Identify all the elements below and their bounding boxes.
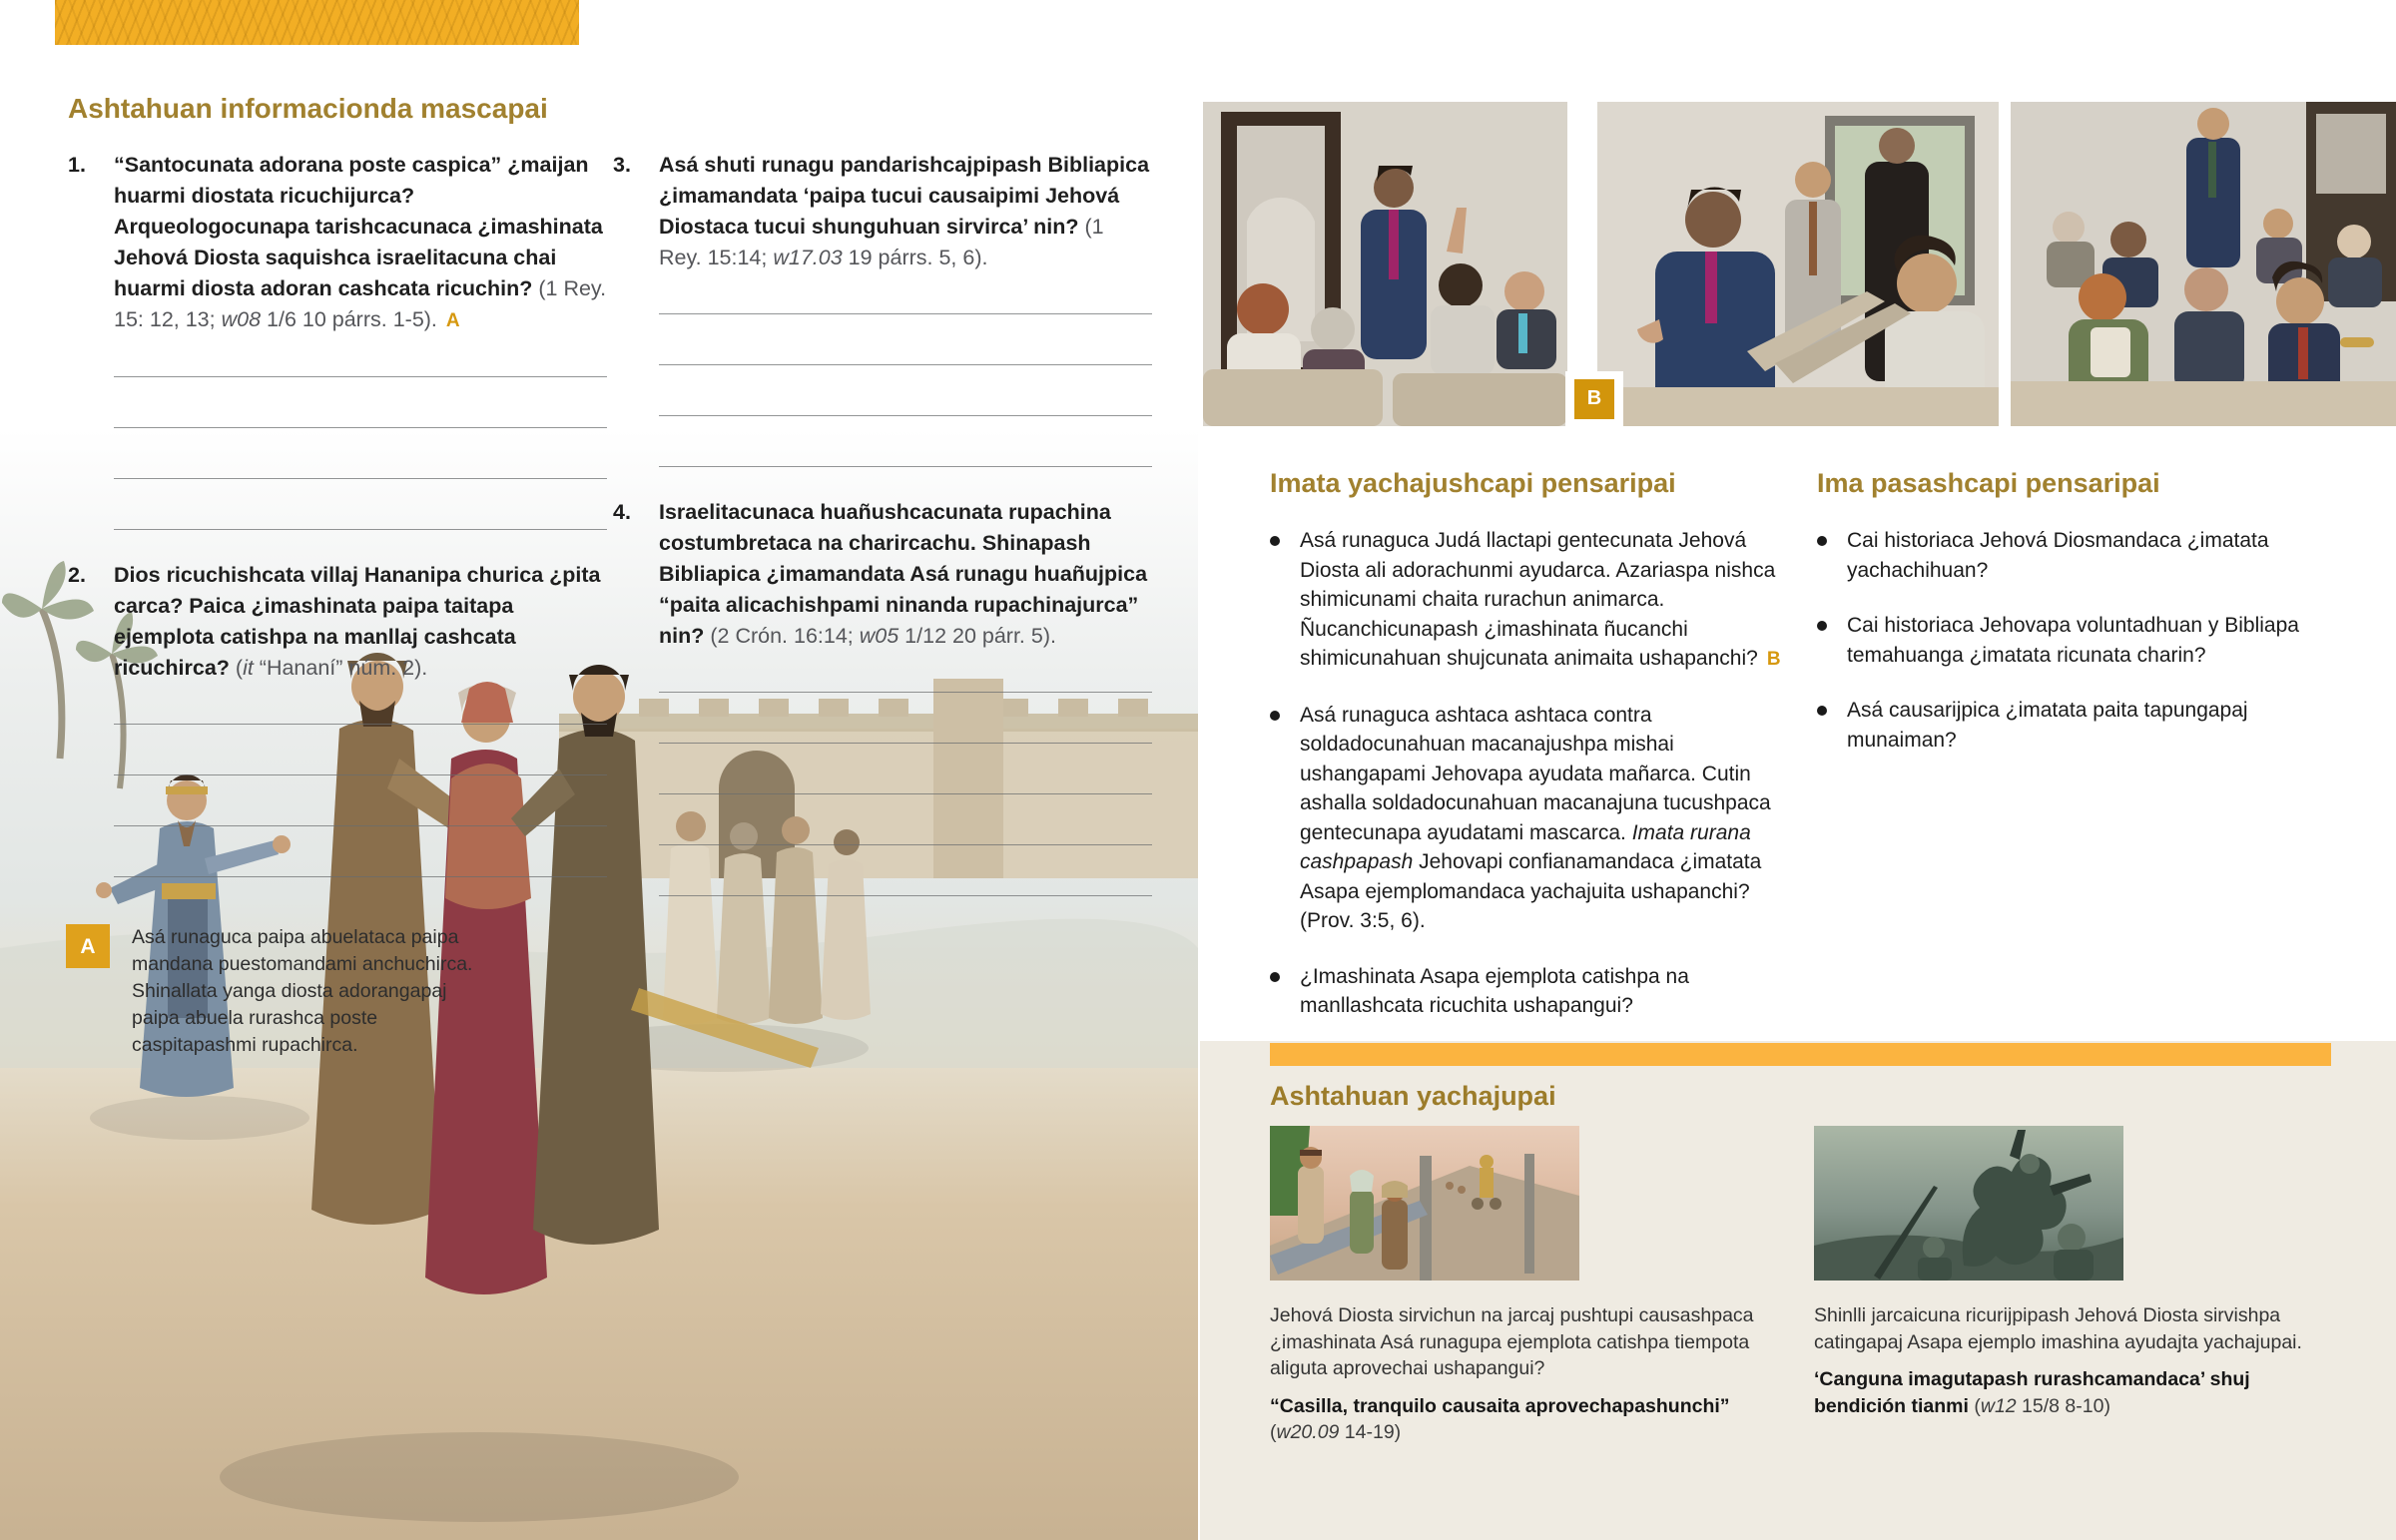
- footnote-a-badge: A: [66, 924, 110, 968]
- question-1-number: 1.: [68, 153, 86, 177]
- meeting-photo-2: [1597, 102, 1999, 426]
- questions-column-1: [68, 150, 607, 877]
- list-item-text: Cai historiaca Jehová Diosmandaca ¿imatata yachachihuan?: [1847, 529, 2269, 582]
- question-2-text: [114, 560, 607, 684]
- list-item: [1270, 962, 1791, 1021]
- question-2-body: Dios ricuchishcata villaj Hananipa churica ¿pita carca? Paica ¿imashinata paipa taitapa ejemplota catishpa na manllaj cashcata ricuchirca?: [114, 563, 601, 680]
- list-item: [1817, 696, 2338, 755]
- bullet-icon: [1270, 536, 1280, 546]
- study-column-reflect: [1270, 467, 1791, 1021]
- further-study-card-2: [1814, 1302, 2335, 1430]
- photo-1-graphic: [1203, 102, 1567, 426]
- question-2-reference: (it “Hananí” núm. 2).: [229, 656, 428, 680]
- thumbnail-2-graphic: [1814, 1126, 2123, 1281]
- footnote-marker-a: A: [445, 310, 461, 331]
- question-1: [68, 150, 607, 336]
- answer-lines-q4: [659, 692, 1152, 896]
- section-accent-bar: [1270, 1043, 2331, 1066]
- list-item: [1270, 701, 1791, 936]
- questions-column-2: [613, 150, 1152, 896]
- question-1-text: [114, 150, 607, 336]
- list-item: [1270, 526, 1791, 675]
- list-item-text: Asá runaguca Judá llactapi gentecunata Jehová Diosta ali adorachunmi ayudarca. Azariaspa nishca shimicunami chaita rurachun animarca. Ñucanchicunapash ¿imashinata ñucanchi shimicunahuan shujcunata animaita ushapanchi? B: [1300, 529, 1782, 670]
- question-4-reference: (2 Crón. 16:14; w05 1/12 20 párr. 5).: [704, 624, 1056, 648]
- photo-marker-b-badge: B: [1574, 379, 1614, 419]
- bullet-icon: [1817, 706, 1827, 716]
- meeting-photo-1: [1203, 102, 1567, 426]
- card-2-article-title: ‘Canguna imagutapash rurashcamandaca’ shuj bendición tianmi: [1814, 1368, 2250, 1417]
- card-2-description: Shinlli jarcaicuna ricurijpipash Jehová Diosta sirvishpa catingapaj Asapa ejemplo imashina ayudajta yachajupai.: [1814, 1304, 2302, 1353]
- list-item-text: Cai historiaca Jehovapa voluntadhuan y Bibliapa temahuanga ¿imatata ricunata charin?: [1847, 614, 2299, 667]
- question-4-number: 4.: [613, 500, 631, 524]
- question-2-number: 2.: [68, 563, 86, 587]
- meeting-photo-3: [2011, 102, 2396, 426]
- question-3: [613, 150, 1152, 273]
- question-3-text: [659, 150, 1152, 273]
- decorative-header-bar: [55, 0, 579, 45]
- question-3-reference: (1 Rey. 15:14; w17.03 19 párrs. 5, 6).: [659, 215, 1104, 269]
- bullet-icon: [1817, 536, 1827, 546]
- footnote-a-text: Asá runaguca paipa abuelataca paipa mandana puestomandami anchuchirca. Shinallata yanga diosta adorangapaj paipa abuela rurashca poste caspitapashmi rupachirca.: [132, 926, 473, 1056]
- photo-marker-plate: [1565, 371, 1623, 426]
- photo-3-graphic: [2011, 102, 2396, 426]
- question-4: [613, 497, 1152, 652]
- footnote-marker-b: B: [1766, 649, 1782, 670]
- page-title: Ashtahuan informacionda mascapai: [68, 93, 548, 124]
- list-item: [1817, 526, 2338, 585]
- card-2-reference: ‘Canguna imagutapash rurashcamandaca’ shuj bendición tianmi (w12 15/8 8-10): [1814, 1368, 2250, 1417]
- card-1-description: Jehová Diosta sirvichun na jarcaj pushtupi causashpaca ¿imashinata Asá runagupa ejemplota catishpa tiempota aliguta aprovechai ushapangui?: [1270, 1304, 1754, 1379]
- further-study-section: [1200, 1041, 2396, 1540]
- footnote-a: [66, 924, 535, 1059]
- bullet-icon: [1817, 621, 1827, 631]
- further-study-card-1: [1270, 1302, 1791, 1457]
- study-column-1-title: Imata yachajushcapi pensaripai: [1270, 468, 1676, 498]
- card-1-article-title: “Casilla, tranquilo causaita aprovechapashunchi”: [1270, 1394, 1730, 1417]
- question-1-body: “Santocunata adorana poste caspica” ¿maijan huarmi diostata ricuchijurca? Arqueologocunapa tarishcacunaca ¿imashinata Jehová Diosta saquishca israelitacuna chai huarmi diosta adoran cashcata ricuchin?: [114, 153, 603, 300]
- photo-2-graphic: [1597, 102, 1999, 426]
- bullet-icon: [1270, 972, 1280, 982]
- answer-lines-q3: [659, 313, 1152, 467]
- thumbnail-1-graphic: [1270, 1126, 1579, 1281]
- card-1-reference: “Casilla, tranquilo causaita aprovechapashunchi” (w20.09 14-19): [1270, 1394, 1730, 1443]
- study-column-2-title: Ima pasashcapi pensaripai: [1817, 468, 2160, 498]
- thumbnail-battle-scene: [1814, 1126, 2123, 1281]
- list-item: [1817, 611, 2338, 670]
- list-item-text: ¿Imashinata Asapa ejemplota catishpa na manllashcata ricuchita ushapangui?: [1300, 964, 1689, 1017]
- bullet-icon: [1270, 711, 1280, 721]
- list-item-text: Asá causarijpica ¿imatata paita tapungapaj munaiman?: [1847, 699, 2248, 752]
- further-study-title: Ashtahuan yachajupai: [1270, 1081, 1556, 1111]
- question-4-body: Israelitacunaca huañushcacunata rupachina costumbretaca na charircachu. Shinapash Bibliapica ¿imamandata Asá runagu huañujpica “paita alicachishpami ninanda rupachinajurca” nin?: [659, 500, 1148, 648]
- question-4-text: [659, 497, 1152, 652]
- list-item-text: Asá runaguca ashtaca ashtaca contra soldadocunahuan macanajushpa mishai ushangapami Jehovapa ayudata mañarca. Cutin ashalla soldadocunahuan macanajuna tucushpaca gentecunapa ayudatami mascarca. Imata rurana cashpapash Jehovapi confianamandaca ¿imatata Asapa ejemplomandaca yachajuita ushapanchi? (Prov. 3:5, 6).: [1300, 703, 1771, 932]
- study-column-lessons: [1817, 467, 2338, 755]
- question-3-body: Asá shuti runagu pandarishcajpipash Bibliapica ¿imamandata ‘paipa tucui causaipimi Jehová Diostaca tucui shunguhuan sirvirca’ nin?: [659, 153, 1150, 239]
- answer-lines-q2: [114, 724, 607, 877]
- thumbnail-asa-scene: [1270, 1126, 1579, 1281]
- answer-lines-q1: [114, 376, 607, 530]
- question-1-reference: (1 Rey. 15: 12, 13; w08 1/6 10 párrs. 1-5).: [114, 276, 607, 331]
- question-2: [68, 560, 607, 684]
- question-3-number: 3.: [613, 153, 631, 177]
